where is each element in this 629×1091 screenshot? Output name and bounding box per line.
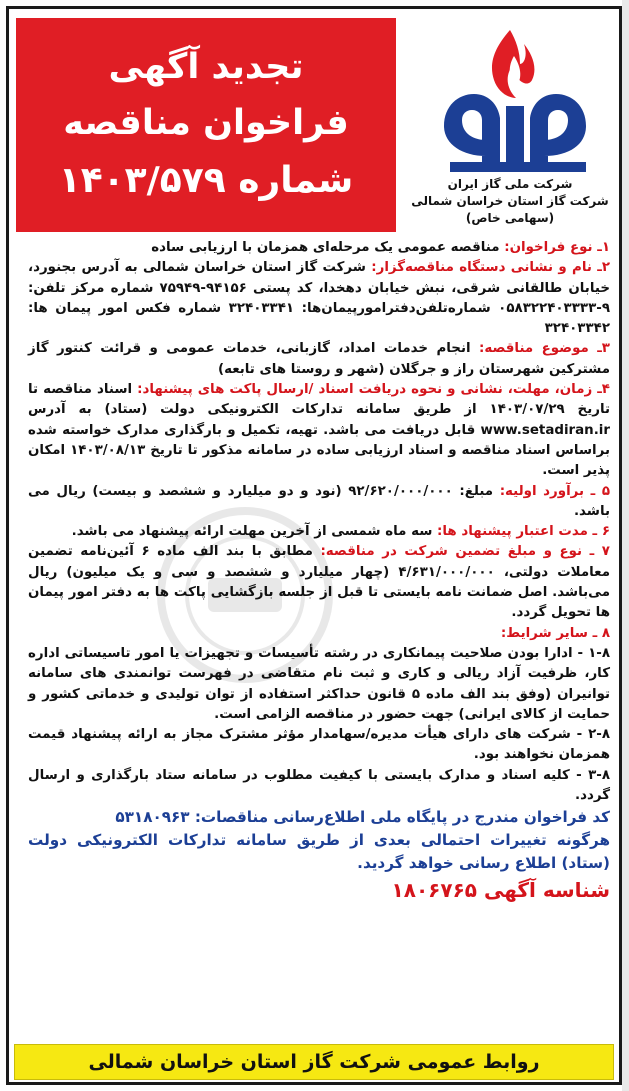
notice-id: شناسه آگهی ۱۸۰۶۷۶۵ — [391, 878, 610, 903]
section-other-conditions — [28, 624, 610, 644]
section-text: اسناد مناقصه تا تاریخ ۱۴۰۳/۰۷/۲۹ از طریق سامانه تدارکات الکترونیکی دولت (ستاد) به آدرس www.setadiran.ir قابل دریافت می باشد. تهیه، تکمیل و بارگذاری مدارک خواسته شده براساس اسناد مناقصه و اسناد ارزیابی ساده در سامانه مذکور تا تاریخ ۱۴۰۳/۰۸/۱۳ امکان پذیر است. — [28, 382, 611, 479]
section-label: ۷ ـ نوع و مبلغ تضمین شرکت در مناقصه: — [320, 544, 610, 560]
section-label: ۶ ـ مدت اعتبار پیشنهاد ها: — [437, 524, 610, 540]
right-edge-strip — [622, 0, 629, 1091]
tender-code-line: کد فراخوان مندرج در پایگاه ملی اطلاع‌رسانی مناقصات: ۵۳۱۸۰۹۶۳ — [115, 808, 610, 827]
section-estimate — [28, 482, 610, 523]
title-tender-number: شماره ۱۴۰۳/۵۷۹ — [58, 160, 354, 201]
condition-item: ۱-۸ - ادارا بودن صلاحیت پیمانکاری در رشته تأسیسات و تجهیزات یا امور تاسیساتی اداره کار، ظرفیت آزاد ریالی و کاری و ثبت نام متقاضی در فهرست توانمندی های سامانه توانیران (وفق بند الف ماده ۵ قانون حداکثر استفاده از توان تولیدی و خدماتی کشور و حمایت از کالای ایرانی) جهت حضور در مناقصه الزامی است. — [28, 645, 610, 722]
title-tender-call: فراخوان مناقصه — [63, 103, 349, 143]
section-organizer — [28, 258, 610, 339]
section-text: انجام خدمات امداد، گازبانی، خدمات عمومی و قرائت کنتور گاز مشترکین شهرستان راز و جرگلان (شهر و روستا های تابعه) — [28, 341, 610, 377]
gas-company-flame-logo-icon — [424, 22, 606, 182]
notice-body — [28, 238, 610, 905]
section-validity — [28, 522, 610, 542]
company-line-type: (سهامی خاص) — [465, 211, 555, 225]
section-text: سه ماه شمسی از آخرین مهلت ارائه پیشنهاد می باشد. — [71, 524, 438, 540]
public-relations-footer: روابط عمومی شرکت گاز استان خراسان شمالی — [14, 1044, 614, 1080]
section-label: ۱ـ نوع فراخوان: — [504, 240, 610, 255]
company-line-national: شرکت ملی گاز ایران — [447, 177, 573, 191]
section-subject — [28, 339, 610, 380]
condition-item: ۲-۸ - شرکت های دارای هیأت مدیره/سهامدار مؤثر مشترک مجاز به ارائه پیشنهاد قیمت همزمان نخواهند بود. — [28, 727, 610, 763]
section-text: مبلغ: ۹۲/۶۲۰/۰۰۰/۰۰۰ (نود و دو میلیارد و ششصد و بیست) ریال می باشد. — [28, 483, 610, 519]
section-label: ۸ ـ سایر شرایط: — [500, 625, 610, 641]
section-label: ۳ـ موضوع مناقصه: — [478, 341, 610, 357]
company-line-provincial: شرکت گاز استان خراسان شمالی — [411, 194, 609, 208]
section-text: مناقصه عمومی یک مرحله‌ای همزمان با ارزیابی ساده — [151, 240, 505, 255]
changes-notice-line: هرگونه تغییرات احتمالی بعدی از طریق سامانه تدارکات الکترونیکی دولت (ستاد) اطلاع رسانی خواهد گردید. — [28, 831, 610, 873]
section-call-type — [28, 238, 610, 258]
notice-title-box — [16, 18, 396, 232]
section-label: ۵ ـ برآورد اولیه: — [499, 483, 610, 499]
section-label: ۲ـ نام و نشانی دستگاه مناقصه‌گزار: — [371, 260, 610, 276]
section-text: شرکت گاز استان خراسان شمالی به آدرس بجنورد، خیابان طالقانی شرقی، نبش خیابان دهخدا، کد پستی ۹۴۱۵۶-۷۵۹۴۹ شماره مرکز تلفن: ۹-۰۵۸۳۲۲۴۰۳۳۳۳ شماره‌تلفن‌دفترامورپیمان‌ها: ۳۲۴۰۳۳۴۱ شماره فکس امور پیمان ها: ۳۲۴۰۳۳۴۲ — [28, 260, 610, 337]
title-renewal: تجدید آگهی — [108, 47, 304, 87]
section-label: ۴ـ زمان، مهلت، نشانی و نحوه دریافت اسناد /ارسال پاکت های پیشنهاد: — [137, 382, 610, 398]
company-name-block — [404, 176, 616, 227]
section-documents — [28, 380, 610, 481]
section-text: مطابق با بند الف ماده ۶ آئین‌نامه تضمین معاملات دولتی، ۴/۶۳۱/۰۰۰/۰۰۰ (چهار میلیارد و ششصد و سی و یک میلیون) ریال می‌باشد. اصل ضمانت نامه بایستی تا قبل از جلسه بازگشایی پاکت ها به دفتر امور پیمان ها تحویل گردد. — [28, 544, 610, 621]
section-guarantee — [28, 542, 610, 623]
condition-item: ۳-۸ - کلیه اسناد و مدارک بایستی با کیفیت مطلوب در سامانه ستاد بارگذاری و ارسال گردد. — [28, 767, 610, 804]
